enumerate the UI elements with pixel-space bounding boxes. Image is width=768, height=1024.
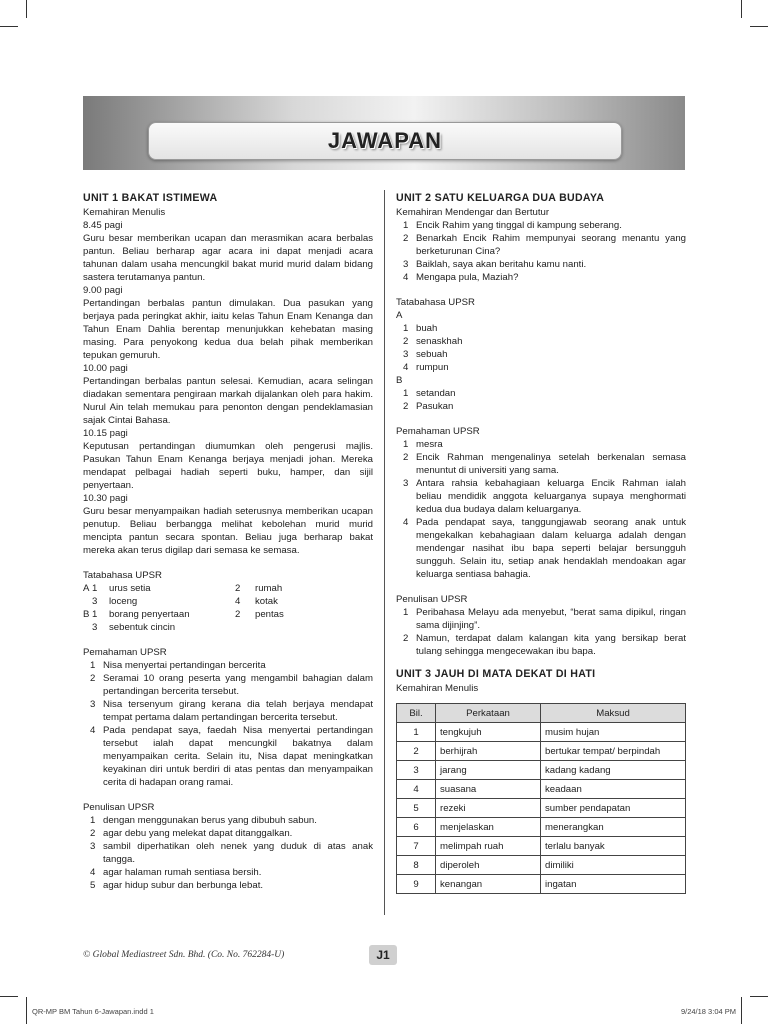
unit2-list	[396, 219, 686, 284]
list-item	[83, 698, 373, 724]
unit2-penulisan-heading: Penulisan UPSR	[396, 594, 468, 605]
tatabahasa-t2: pentas	[255, 609, 284, 620]
table-cell: jarang	[436, 761, 541, 780]
table-header: Maksud	[541, 704, 686, 723]
table-cell: rezeki	[436, 799, 541, 818]
table-cell: musim hujan	[541, 723, 686, 742]
item-text: setandan	[416, 388, 456, 399]
table-cell: keadaan	[541, 780, 686, 799]
table-cell: 9	[397, 875, 436, 894]
list-item	[396, 361, 686, 374]
item-text: Pada pendapat saya, tanggungjawab seorang anak untuk mengekalkan kebahagiaan dalam keluarga adalah dengan mendengar nasihat ibu bapa seperti belajar bersungguh sungguh. Selain itu, setiap anak hendaklah mendoakan agar keluarga sentiasa bahagia.	[416, 517, 686, 580]
unit1-tatabahasa-heading: Tatabahasa UPSR	[83, 570, 162, 581]
tatabahasa-n1: 1	[92, 609, 98, 620]
item-text: Encik Rahman mengenalinya setelah berkenalan semasa menuntut di universiti yang sama.	[416, 452, 686, 476]
tatabahasa-sec: B	[83, 609, 90, 620]
crop-mark	[741, 997, 742, 1024]
tatabahasa-n1: 3	[92, 596, 98, 607]
table-row	[397, 856, 686, 875]
item-number: 1	[403, 220, 409, 231]
unit1-tatabahasa	[83, 582, 373, 634]
list-item	[83, 814, 373, 827]
item-number: 5	[90, 880, 96, 891]
tatabahasa-sec: A	[83, 583, 90, 594]
table-row	[397, 837, 686, 856]
tatabahasa-row	[83, 621, 373, 634]
tatabahasa-n2: 2	[235, 583, 241, 594]
unit1-title: UNIT 1 BAKAT ISTIMEWA	[83, 192, 218, 204]
item-text: rumpun	[416, 362, 449, 373]
entry-time: 10.30 pagi	[83, 493, 128, 504]
table-cell: terlalu banyak	[541, 837, 686, 856]
item-number: 1	[403, 388, 409, 399]
item-number: 2	[403, 401, 409, 412]
entry-time: 10.15 pagi	[83, 428, 128, 439]
entry-text: Keputusan pertandingan diumumkan oleh pengerusi majlis. Pasukan Tahun Enam Kenanga berjaya menjadi johan. Mereka mendapat pelbagai hadiah seperti buku, hamper, dan sijil penyertaan.	[83, 441, 373, 491]
item-number: 4	[403, 362, 409, 373]
item-text: Peribahasa Melayu ada menyebut, “berat sama dipikul, ringan sama dijinjing”.	[416, 607, 686, 631]
crop-mark	[0, 26, 18, 27]
table-cell: diperoleh	[436, 856, 541, 875]
entry-text: Pertandingan berbalas pantun dimulakan. Dua pasukan yang berjaya pada peringkat akhir, iaitu kelas Tahun Enam Kenanga dan Tahun Enam Dahlia berentap menunjukkan kehebatan masing masing. Para penyokong kedua dua belah pihak memberikan tepukan gemuruh.	[83, 298, 373, 361]
table-row	[397, 761, 686, 780]
table-cell: 2	[397, 742, 436, 761]
item-text: Baiklah, saya akan beritahu kamu nanti.	[416, 259, 587, 270]
item-text: senaskhah	[416, 336, 463, 347]
left-column	[83, 192, 373, 892]
list-item	[83, 827, 373, 840]
entry-text: Guru besar menyampaikan hadiah seterusnya memberikan ucapan penutup. Beliau berbangga melihat kebolehan murid murid mencipta pantun secara spontan. Beliau juga berharap bakat mereka akan terus digilap dari semasa ke semasa.	[83, 506, 373, 556]
list-item	[83, 724, 373, 789]
time-stamp: 9/24/18 3:04 PM	[680, 1007, 736, 1016]
item-text: Benarkah Encik Rahim mempunyai seorang menantu yang berketurunan Cina?	[416, 233, 686, 257]
unit2-section-a: A	[396, 310, 403, 321]
table-header: Perkataan	[436, 704, 541, 723]
item-number: 4	[403, 517, 409, 528]
item-text: Nisa menyertai pertandingan bercerita	[103, 660, 266, 671]
unit3-kemahiran: Kemahiran Menulis	[396, 683, 479, 694]
item-number: 3	[403, 349, 409, 360]
item-text: mesra	[416, 439, 443, 450]
table-row	[397, 780, 686, 799]
tatabahasa-row	[83, 582, 373, 595]
column-divider	[384, 190, 385, 915]
item-number: 3	[403, 478, 409, 489]
table-cell: 5	[397, 799, 436, 818]
tatabahasa-n2: 4	[235, 596, 241, 607]
table-cell: sumber pendapatan	[541, 799, 686, 818]
vocabulary-table	[396, 703, 686, 894]
list-item	[83, 659, 373, 672]
list-item	[83, 840, 373, 866]
tatabahasa-n2: 2	[235, 609, 241, 620]
tatabahasa-n1: 1	[92, 583, 98, 594]
unit2-section-b: B	[396, 375, 403, 386]
tatabahasa-t1: sebentuk cincin	[109, 622, 176, 633]
list-item	[396, 477, 686, 516]
list-item	[83, 866, 373, 879]
tatabahasa-t1: urus setia	[109, 583, 151, 594]
list-item	[396, 258, 686, 271]
item-text: Pada pendapat saya, faedah Nisa menyertai pertandingan tersebut ialah dapat mencungkil bakatnya dalam menyampaikan cerita. Selain itu, Nisa dapat meningkatkan keyakinan diri untuk berdiri di atas pentas dan menyampaikan cerita di hadapan orang ramai.	[103, 725, 373, 788]
item-number: 2	[403, 336, 409, 347]
table-cell: dimiliki	[541, 856, 686, 875]
item-number: 4	[90, 867, 96, 878]
list-item	[396, 606, 686, 632]
item-text: Pasukan	[416, 401, 454, 412]
table-cell: kadang kadang	[541, 761, 686, 780]
right-column	[396, 192, 686, 894]
unit2-tatabahasa-b	[396, 387, 686, 413]
tatabahasa-row	[83, 608, 373, 621]
list-item	[396, 516, 686, 581]
list-item	[396, 438, 686, 451]
item-text: Nisa tersenyum girang kerana dia telah berjaya mendapat tempat pertama dalam pertandingan bercerita tersebut.	[103, 699, 373, 723]
tatabahasa-t1: borang penyertaan	[109, 609, 190, 620]
table-cell: tengkujuh	[436, 723, 541, 742]
crop-mark	[0, 996, 18, 997]
tatabahasa-t2: kotak	[255, 596, 278, 607]
item-number: 3	[90, 699, 96, 710]
table-cell: 3	[397, 761, 436, 780]
item-text: Mengapa pula, Maziah?	[416, 272, 519, 283]
list-item	[396, 632, 686, 658]
item-text: agar halaman rumah sentiasa bersih.	[103, 867, 262, 878]
unit2-title: UNIT 2 SATU KELUARGA DUA BUDAYA	[396, 192, 605, 204]
table-cell: bertukar tempat/ berpindah	[541, 742, 686, 761]
table-cell: berhijrah	[436, 742, 541, 761]
list-item	[396, 232, 686, 258]
list-item	[396, 451, 686, 477]
list-item	[83, 672, 373, 698]
unit1-penulisan-heading: Penulisan UPSR	[83, 802, 155, 813]
table-cell: ingatan	[541, 875, 686, 894]
item-text: Seramai 10 orang peserta yang mengambil bahagian dalam pertandingan bercerita tersebut.	[103, 673, 373, 697]
item-text: sebuah	[416, 349, 448, 360]
tatabahasa-t2: rumah	[255, 583, 283, 594]
table-row	[397, 818, 686, 837]
table-cell: kenangan	[436, 875, 541, 894]
table-row	[397, 799, 686, 818]
list-item	[396, 387, 686, 400]
list-item	[396, 348, 686, 361]
list-item	[396, 219, 686, 232]
item-number: 1	[90, 815, 96, 826]
table-row	[397, 875, 686, 894]
item-number: 1	[403, 607, 409, 618]
crop-mark	[750, 996, 768, 997]
tatabahasa-t1: loceng	[109, 596, 138, 607]
unit2-tatabahasa-a	[396, 322, 686, 374]
item-text: Encik Rahim yang tinggal di kampung seberang.	[416, 220, 622, 231]
table-cell: melimpah ruah	[436, 837, 541, 856]
table-row	[397, 742, 686, 761]
table-header: Bil.	[397, 704, 436, 723]
tatabahasa-row	[83, 595, 373, 608]
item-text: dengan menggunakan berus yang dibubuh sabun.	[103, 815, 317, 826]
list-item	[396, 400, 686, 413]
unit1-pemahaman-list	[83, 659, 373, 789]
crop-mark	[26, 997, 27, 1024]
unit1-entries	[83, 219, 373, 557]
item-number: 2	[403, 452, 409, 463]
list-item	[396, 271, 686, 284]
crop-mark	[750, 26, 768, 27]
table-cell: 6	[397, 818, 436, 837]
item-text: Namun, terdapat dalam kalangan kita yang bersikap berat tulang sehingga mengecewakan ibu bapa.	[416, 633, 686, 657]
unit1-penulisan-list	[83, 814, 373, 892]
crop-mark	[26, 0, 27, 18]
unit1-pemahaman-heading: Pemahaman UPSR	[83, 647, 167, 658]
list-item	[83, 879, 373, 892]
entry-time: 9.00 pagi	[83, 285, 123, 296]
unit2-pemahaman-heading: Pemahaman UPSR	[396, 426, 480, 437]
item-text: agar debu yang melekat dapat ditanggalkan.	[103, 828, 293, 839]
unit2-kemahiran: Kemahiran Mendengar dan Bertutur	[396, 207, 550, 218]
tatabahasa-n1: 3	[92, 622, 98, 633]
item-text: sambil diperhatikan oleh nenek yang duduk di atas anak tangga.	[103, 841, 373, 865]
item-number: 4	[90, 725, 96, 736]
table-cell: menjelaskan	[436, 818, 541, 837]
unit2-penulisan-list	[396, 606, 686, 658]
item-text: Antara rahsia kebahagiaan keluarga Encik Rahman ialah beliau mendidik anggota keluarganya supaya menghormati kedua dua budaya dalam keluarganya.	[416, 478, 686, 515]
page-title: JAWAPAN	[327, 128, 443, 153]
entry-time: 8.45 pagi	[83, 220, 123, 231]
item-number: 2	[403, 233, 409, 244]
table-cell: 7	[397, 837, 436, 856]
unit2-pemahaman-list	[396, 438, 686, 581]
table-cell: 4	[397, 780, 436, 799]
list-item	[396, 322, 686, 335]
copyright: © Global Mediastreet Sdn. Bhd. (Co. No. 762284-U)	[83, 950, 285, 960]
item-text: buah	[416, 323, 438, 334]
entry-text: Pertandingan berbalas pantun selesai. Kemudian, acara selingan diadakan sementara pengiraan markah dijalankan oleh para hakim. Nurul Ain telah memukau para penonton dengan pendeklamasian sajak Cintai Bahasa.	[83, 376, 373, 426]
item-number: 3	[403, 259, 409, 270]
unit2-tatabahasa-heading: Tatabahasa UPSR	[396, 297, 475, 308]
table-cell: suasana	[436, 780, 541, 799]
table-cell: menerangkan	[541, 818, 686, 837]
file-slug: QR-MP BM Tahun 6-Jawapan.indd 1	[32, 1007, 154, 1016]
unit1-kemahiran: Kemahiran Menulis	[83, 207, 166, 218]
item-number: 4	[403, 272, 409, 283]
table-cell: 8	[397, 856, 436, 875]
entry-time: 10.00 pagi	[83, 363, 128, 374]
unit3-title: UNIT 3 JAUH DI MATA DEKAT DI HATI	[396, 668, 596, 680]
item-number: 1	[90, 660, 96, 671]
item-number: 1	[403, 439, 409, 450]
item-number: 2	[90, 673, 96, 684]
entry-text: Guru besar memberikan ucapan dan merasmikan acara berbalas pantun. Beliau berharap agar acara ini dapat menjadi acara tahunan dalam usaha mencungkil bakat murid murid dalam bidang sastera terutamanya pantun.	[83, 233, 373, 283]
table-cell: 1	[397, 723, 436, 742]
header-title-box	[148, 122, 622, 160]
item-number: 2	[90, 828, 96, 839]
page-number: J1	[369, 945, 397, 965]
item-number: 2	[403, 633, 409, 644]
crop-mark	[741, 0, 742, 18]
item-number: 1	[403, 323, 409, 334]
table-row	[397, 723, 686, 742]
list-item	[396, 335, 686, 348]
table-header-row	[397, 704, 686, 723]
item-text: agar hidup subur dan berbunga lebat.	[103, 880, 264, 891]
item-number: 3	[90, 841, 96, 852]
